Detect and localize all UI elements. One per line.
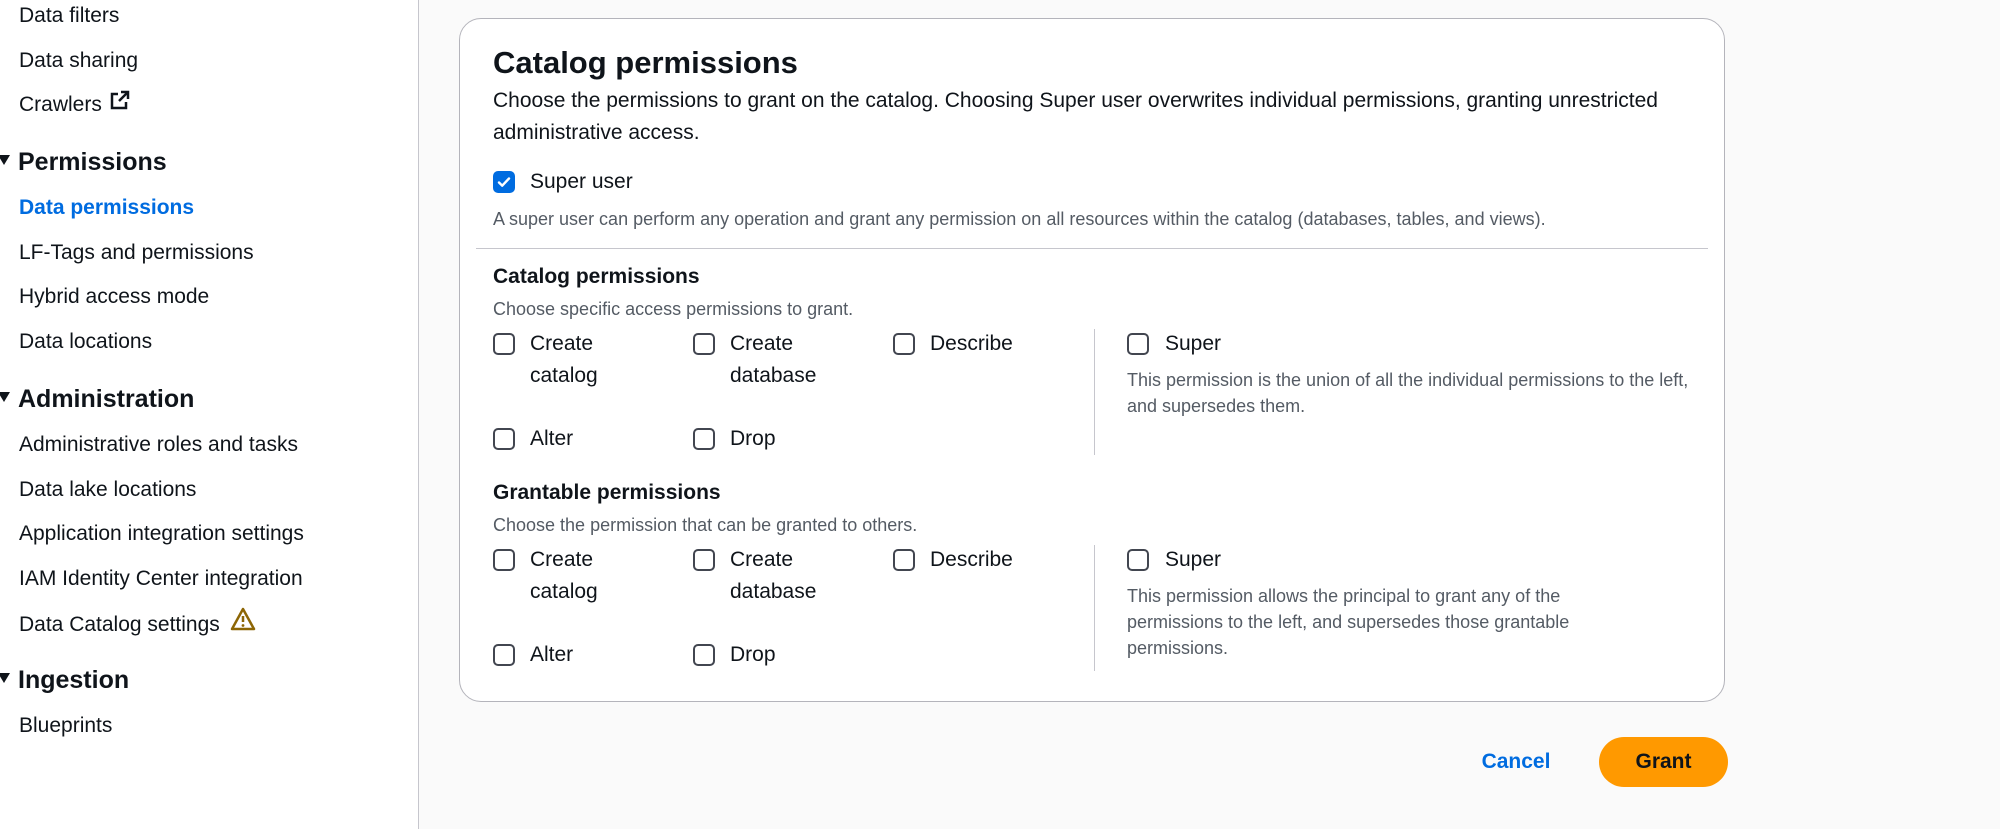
nav-data-filters[interactable]: Data filters [19,4,120,27]
catalog-permissions-container [459,18,1725,702]
super-permission-label[interactable]: Super [1165,332,1222,355]
super-permission-description: This permission is the union of all the individual permissions to the left, and supersedes them. [1127,370,1689,416]
alter-label[interactable]: Alter [530,427,574,450]
grantable-create-database-label[interactable]: Create database [730,548,817,603]
grantable-describe-label[interactable]: Describe [930,548,1013,571]
create-catalog-label[interactable]: Create catalog [530,332,598,387]
grantable-alter-checkbox[interactable] [493,644,515,666]
nav-data-catalog-settings[interactable] [19,610,256,641]
grantable-permissions-description: Choose the permission that can be granted to others. [493,515,918,535]
super-permission-checkbox[interactable] [1127,333,1149,355]
create-database-checkbox[interactable] [693,333,715,355]
drop-label[interactable]: Drop [730,427,776,450]
grantable-drop-label[interactable]: Drop [730,643,776,666]
create-catalog-checkbox[interactable] [493,333,515,355]
describe-label[interactable]: Describe [930,332,1013,355]
nav-lf-tags-and-permissions[interactable]: LF-Tags and permissions [19,241,254,264]
nav-crawlers-label: Crawlers [19,93,102,117]
drop-checkbox[interactable] [693,428,715,450]
grantable-super-label[interactable]: Super [1165,548,1222,571]
super-user-label[interactable]: Super user [530,170,633,193]
nav-section-ingestion-label: Ingestion [18,666,130,694]
grantable-drop-checkbox[interactable] [693,644,715,666]
nav-data-locations[interactable]: Data locations [19,330,153,353]
grantable-permissions-heading: Grantable permissions [493,481,721,504]
warning-icon [230,607,256,638]
section-divider [476,248,1708,249]
caret-down-icon [0,155,10,165]
card-title: Catalog permissions [493,45,798,80]
caret-down-icon [0,673,10,683]
card-description: Choose the permissions to grant on the catalog. Choosing Super user overwrites individual permissions, granting unrestricted administrative access. [493,89,1658,144]
nav-section-permissions-label: Permissions [18,148,167,176]
grantable-create-catalog-checkbox[interactable] [493,549,515,571]
nav-data-lake-locations[interactable]: Data lake locations [19,478,197,501]
nav-blueprints[interactable]: Blueprints [19,714,113,737]
catalog-permissions-description: Choose specific access permissions to grant. [493,299,854,319]
catalog-permissions-heading: Catalog permissions [493,265,700,288]
grantable-super-description: This permission allows the principal to grant any of the permissions to the left, and supersedes those grantable permissions. [1127,586,1570,658]
column-divider [1094,545,1095,671]
alter-checkbox[interactable] [493,428,515,450]
nav-hybrid-access-mode[interactable]: Hybrid access mode [19,285,210,308]
nav-application-integration-settings[interactable]: Application integration settings [19,522,304,545]
nav-administrative-roles-and-tasks[interactable]: Administrative roles and tasks [19,433,298,456]
grantable-alter-label[interactable]: Alter [530,643,574,666]
nav-section-administration[interactable] [0,384,194,414]
side-navigation [0,0,419,829]
grant-button[interactable]: Grant [1599,737,1728,787]
nav-data-sharing[interactable]: Data sharing [19,49,139,72]
super-user-description: A super user can perform any operation and grant any permission on all resources within the catalog (databases, tables, and views). [493,209,1546,229]
grantable-create-database-checkbox[interactable] [693,549,715,571]
grantable-create-catalog-label[interactable]: Create catalog [530,548,598,603]
describe-checkbox[interactable] [893,333,915,355]
super-user-checkbox[interactable] [493,171,515,193]
nav-data-catalog-settings-label: Data Catalog settings [19,613,220,637]
grantable-describe-checkbox[interactable] [893,549,915,571]
nav-section-permissions[interactable] [0,147,167,177]
nav-crawlers[interactable] [19,92,130,119]
caret-down-icon [0,392,10,402]
nav-data-permissions[interactable]: Data permissions [19,196,195,219]
create-database-label[interactable]: Create database [730,332,817,387]
nav-section-ingestion[interactable] [0,665,129,695]
cancel-button[interactable]: Cancel [1460,737,1572,787]
nav-iam-identity-center-integration[interactable]: IAM Identity Center integration [19,567,303,590]
grantable-super-checkbox[interactable] [1127,549,1149,571]
nav-section-administration-label: Administration [18,385,195,413]
column-divider [1094,329,1095,455]
external-link-icon [110,90,130,117]
